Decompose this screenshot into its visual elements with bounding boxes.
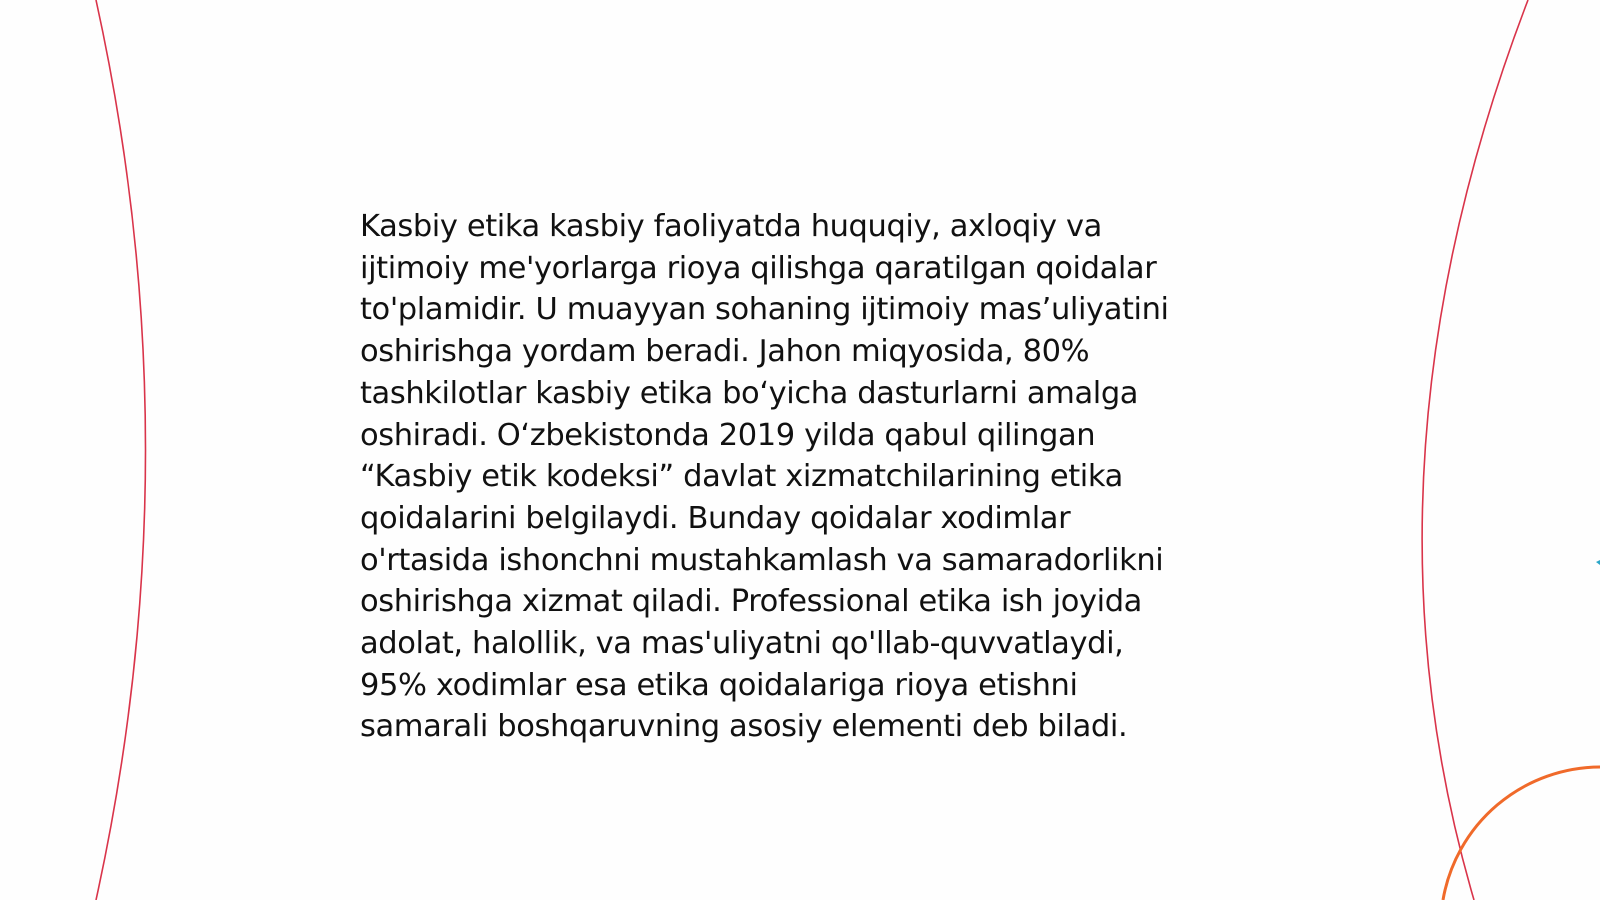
corner-orange-arc <box>1443 767 1600 900</box>
paragraph-line-10: oshirishga xizmat qiladi. Professional etika ish joyida <box>360 584 1142 620</box>
paragraph-line-5: tashkilotlar kasbiy etika bo‘yicha dasturlarni amalga <box>360 375 1139 411</box>
paragraph-line-11: adolat, halollik, va mas'uliyatni qo'llab-quvvatlaydi, <box>360 626 1124 662</box>
paragraph-line-12: 95% xodimlar esa etika qoidalariga rioya etishni <box>360 667 1078 703</box>
body-paragraph <box>360 206 1260 748</box>
paragraph-line-6: oshiradi. O‘zbekistonda 2019 yilda qabul qilingan <box>360 417 1096 453</box>
paragraph-line-13: samarali boshqaruvning asosiy elementi deb biladi. <box>360 709 1128 745</box>
edge-blue-accent <box>1596 560 1600 565</box>
paragraph-line-1: Kasbiy etika kasbiy faoliyatda huquqiy, axloqiy va <box>360 209 1102 244</box>
paragraph-line-4: oshirishga yordam beradi. Jahon miqyosida, 80% <box>360 334 1090 370</box>
paragraph-line-9: o'rtasida ishonchni mustahkamlash va samaradorlikni <box>360 542 1164 578</box>
right-arc-curve <box>1422 0 1528 900</box>
paragraph-line-8: qoidalarini belgilaydi. Bunday qoidalar xodimlar <box>360 500 1071 536</box>
paragraph-line-3: to'plamidir. U muayyan sohaning ijtimoiy mas’uliyatini <box>360 292 1169 328</box>
paragraph-line-7: “Kasbiy etik kodeksi” davlat xizmatchilarining etika <box>360 459 1123 495</box>
paragraph-line-2: ijtimoiy me'yorlarga rioya qilishga qaratilgan qoidalar <box>360 250 1157 286</box>
left-arc-curve <box>96 0 146 900</box>
